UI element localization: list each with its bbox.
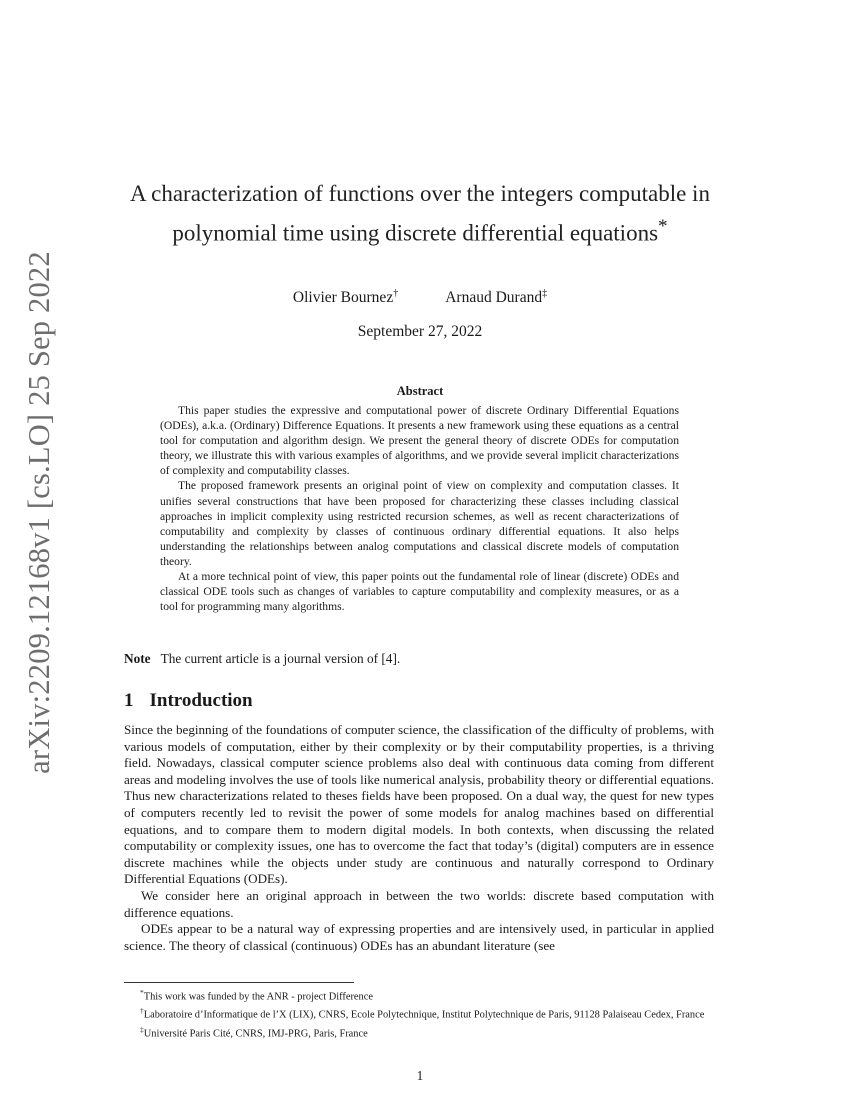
- body-paragraph: Since the beginning of the foundations of computer science, the classification of the difficulty of problems, with various models of computation, either by their complexity or by their computability properties, is a thriving field. Nowadays, classical computer science problems also deal with continuous data coming from different areas and modeling involves the use of tools like numerical analysis, probability theory or differential equations. Thus new characterizations related to theses fields have been proposed. On a dual way, the quest for new types of computers recently led to revisit the power of some models for analog machines based on differential equations, and to compare them to modern digital models. In both contexts, when discussing the related computability or complexity issues, one has to overcome the fact that today’s (digital) computers are in essence discrete machines while the objects under study are continuous and naturally correspond to Ordinary Differential Equations (ODEs).: [124, 722, 714, 887]
- abstract-body: [160, 403, 679, 614]
- section-heading: [124, 690, 253, 712]
- footnote-mark: *: [140, 988, 144, 997]
- abstract-paragraph: At a more technical point of view, this paper points out the fundamental role of linear (discrete) ODEs and classical ODE tools such as changes of variables to capture computability and complexity measures, or as a tool for programming many algorithms.: [160, 570, 679, 614]
- footnote-text: This work was funded by the ANR - project Difference: [143, 991, 373, 1003]
- author-2-mark: ‡: [542, 288, 548, 299]
- abstract-paragraph: The proposed framework presents an original point of view on complexity and computation classes. It unifies several constructions that have been proposed for characterizing these classes including classical approaches in implicit complexity using restricted recursion schemes, as well as recent characterizations of computability and complexity by classes of continuous ordinary differential equations. It also helps understanding the relationships between analog computations and classical discrete models of computation theory.: [160, 479, 679, 568]
- author-1-mark: †: [393, 288, 399, 299]
- footnote-item: [124, 1004, 714, 1022]
- abstract-heading: Abstract: [396, 384, 444, 398]
- note-text: The current article is a journal version of [4].: [160, 651, 401, 666]
- author-2: [445, 289, 547, 306]
- footnotes: [124, 986, 714, 1041]
- introduction-body: [124, 722, 714, 954]
- body-paragraph: We consider here an original approach in between the two worlds: discrete based computation with difference equations.: [124, 887, 714, 920]
- abstract-paragraph: This paper studies the expressive and computational power of discrete Ordinary Differential Equations (ODEs), a.k.a. (Ordinary) Difference Equations. It presents a new framework using these equations as a central tool for computation and algorithm design. We present the general theory of discrete ODEs for computation theory, we illustrate this with various examples of algorithms, and we provide several implicit characterizations of complexity and computability classes.: [160, 404, 679, 478]
- author-list: [120, 288, 720, 307]
- paper-title-text: A characterization of functions over the integers computable in polynomial time using discrete differential equations: [130, 181, 710, 246]
- page-number: 1: [416, 1068, 424, 1083]
- author-1-name: Olivier Bournez: [292, 289, 394, 307]
- footnote-item: [124, 1023, 714, 1041]
- author-2-name: Arnaud Durand: [445, 289, 543, 307]
- arxiv-sidebar-stamp: [14, 250, 64, 774]
- section-title: Introduction: [149, 690, 253, 711]
- body-paragraph: ODEs appear to be a natural way of expressing properties and are intensively used, in particular in applied science. The theory of classical (continuous) ODEs has an abundant literature (see: [124, 921, 714, 953]
- footnote-text: Université Paris Cité, CNRS, IMJ-PRG, Paris, France: [143, 1028, 368, 1040]
- note-label: Note: [124, 651, 151, 666]
- paper-date: September 27, 2022: [357, 323, 483, 340]
- arxiv-identifier: arXiv:2209.12168v1 [cs.LO] 25 Sep 2022: [21, 250, 56, 774]
- footnote-divider: [124, 982, 354, 983]
- paper-title: [120, 177, 720, 250]
- footnote-text: Laboratoire d’Informatique de l’X (LIX), CNRS, Ecole Polytechnique, Institut Polytechnique de Paris, 91128 Palaiseau Cedex, France: [143, 1009, 705, 1021]
- author-1: [293, 289, 398, 306]
- footnote-item: [124, 986, 714, 1004]
- note-block: [124, 651, 714, 667]
- section-number: 1: [124, 690, 134, 711]
- footnote-mark: ‡: [140, 1024, 144, 1034]
- footnote-mark: †: [140, 1006, 144, 1016]
- title-footnote-mark: *: [658, 216, 668, 237]
